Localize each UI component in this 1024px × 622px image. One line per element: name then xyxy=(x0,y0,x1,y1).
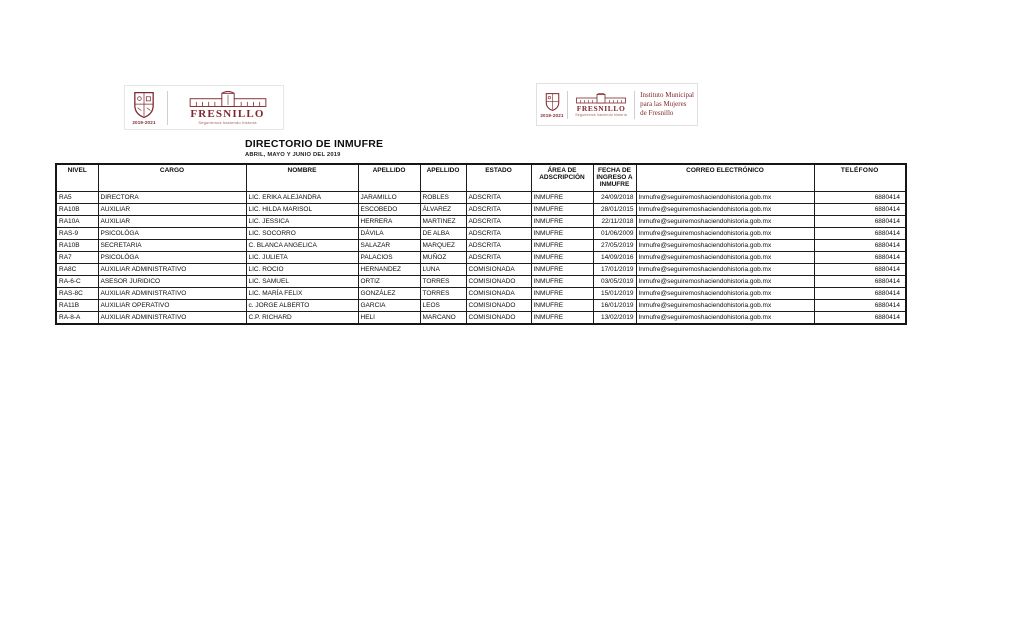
cell-cargo: AUXILIAR ADMINISTRATIVO xyxy=(98,264,246,276)
cell-apellido2: DE ALBA xyxy=(420,228,466,240)
cell-apellido1: GONZÁLEZ xyxy=(358,288,420,300)
logo-divider xyxy=(567,91,568,119)
cell-nombre: LIC. ERIKA ALEJANDRA xyxy=(246,192,358,204)
page-subtitle: ABRIL, MAYO Y JUNIO DEL 2019 xyxy=(245,152,341,158)
cell-apellido2: MUÑOZ xyxy=(420,252,466,264)
table-row xyxy=(56,216,906,228)
table-row xyxy=(56,312,906,325)
table-header-row xyxy=(56,164,906,192)
directory-table xyxy=(55,163,907,325)
cell-telefono: 6880414 xyxy=(814,252,906,264)
logo-divider xyxy=(167,91,168,125)
cell-correo: Inmufre@seguiremoshaciendohistoria.gob.mx xyxy=(636,252,814,264)
cell-area: INMUFRE xyxy=(531,216,593,228)
institute-name xyxy=(638,91,694,118)
cell-nombre: LIC. JULIETA xyxy=(246,252,358,264)
cell-apellido2: ÁLVAREZ xyxy=(420,204,466,216)
cell-nombre: C. BLANCA ANGELICA xyxy=(246,240,358,252)
cell-apellido1: GARCIA xyxy=(358,300,420,312)
cell-estado: COMISIONADA xyxy=(466,264,531,276)
cell-cargo: AUXILIAR ADMINISTRATIVO xyxy=(98,312,246,325)
cell-correo: Inmufre@seguiremoshaciendohistoria.gob.mx xyxy=(636,264,814,276)
cell-correo: Inmufre@seguiremoshaciendohistoria.gob.mx xyxy=(636,288,814,300)
cell-estado: COMISIONADO xyxy=(466,276,531,288)
cell-cargo: PSICOLÓGA xyxy=(98,252,246,264)
institute-logo-group-right xyxy=(536,83,698,126)
cell-nombre: LIC. HILDA MARISOL xyxy=(246,204,358,216)
cell-correo: Inmufre@seguiremoshaciendohistoria.gob.mx xyxy=(636,216,814,228)
cell-telefono: 6880414 xyxy=(814,204,906,216)
cell-area: INMUFRE xyxy=(531,240,593,252)
col-header-nivel: NIVEL xyxy=(56,164,98,192)
cell-estado: ADSCRITA xyxy=(466,240,531,252)
cell-estado: COMISIONADO xyxy=(466,312,531,325)
cell-apellido2: MARCANO xyxy=(420,312,466,325)
cell-correo: Inmufre@seguiremoshaciendohistoria.gob.mx xyxy=(636,312,814,325)
aqueduct-building-icon xyxy=(188,91,268,108)
cell-area: INMUFRE xyxy=(531,192,593,204)
col-header-apellido1: APELLIDO xyxy=(358,164,420,192)
cell-estado: ADSCRITA xyxy=(466,192,531,204)
cell-apellido1: SALAZAR xyxy=(358,240,420,252)
table-row xyxy=(56,252,906,264)
cell-nombre: LIC. SAMUEL xyxy=(246,276,358,288)
cell-nivel: RA-6-C xyxy=(56,276,98,288)
cell-nivel: RA10A xyxy=(56,216,98,228)
col-header-area: ÁREA DE ADSCRIPCIÓN xyxy=(531,164,593,192)
cell-fecha: 27/05/2019 xyxy=(593,240,636,252)
table-row xyxy=(56,288,906,300)
cell-area: INMUFRE xyxy=(531,312,593,325)
cell-area: INMUFRE xyxy=(531,276,593,288)
aqueduct-building-icon xyxy=(576,93,626,104)
cell-area: INMUFRE xyxy=(531,300,593,312)
institute-name-line: para las Mujeres xyxy=(640,100,687,108)
cell-nombre: LIC. MARÍA FELIX xyxy=(246,288,358,300)
fresnillo-wordmark: FRESNILLO xyxy=(576,103,626,113)
cell-correo: Inmufre@seguiremoshaciendohistoria.gob.mx xyxy=(636,192,814,204)
fresnillo-tagline: Seguiremos haciendo historia xyxy=(198,119,257,125)
cell-apellido1: JARAMILLO xyxy=(358,192,420,204)
col-header-nombre: NOMBRE xyxy=(246,164,358,192)
cell-correo: Inmufre@seguiremoshaciendohistoria.gob.mx xyxy=(636,240,814,252)
cell-telefono: 6880414 xyxy=(814,216,906,228)
cell-nivel: RA-8-A xyxy=(56,312,98,325)
cell-fecha: 28/01/2015 xyxy=(593,204,636,216)
cell-telefono: 6880414 xyxy=(814,300,906,312)
cell-telefono: 6880414 xyxy=(814,288,906,300)
cell-apellido2: MARTINEZ xyxy=(420,216,466,228)
cell-cargo: ASESOR JURIDICO xyxy=(98,276,246,288)
fresnillo-logo-left xyxy=(172,91,283,125)
cell-nivel: RA10B xyxy=(56,240,98,252)
fresnillo-logo-right xyxy=(571,93,631,117)
cell-apellido2: LUNA xyxy=(420,264,466,276)
cell-apellido2: ROBLES xyxy=(420,192,466,204)
municipality-logo-group-left xyxy=(124,85,284,130)
table-row xyxy=(56,264,906,276)
table-row xyxy=(56,240,906,252)
fresnillo-wordmark: FRESNILLO xyxy=(190,107,265,120)
logo-divider xyxy=(634,91,635,119)
cell-area: INMUFRE xyxy=(531,252,593,264)
institute-name-line: de Fresnillo xyxy=(640,109,674,117)
cell-nivel: RAS-9 xyxy=(56,228,98,240)
table-body xyxy=(56,192,906,325)
coat-of-arms-right xyxy=(540,92,564,118)
cell-fecha: 15/01/2019 xyxy=(593,288,636,300)
cell-telefono: 6880414 xyxy=(814,240,906,252)
fresnillo-tagline: Seguiremos haciendo historia xyxy=(575,112,627,117)
shield-caption: 2019-2021 xyxy=(540,112,564,118)
cell-nombre: LIC. JESSICA xyxy=(246,216,358,228)
cell-cargo: AUXILIAR OPERATIVO xyxy=(98,300,246,312)
table-row xyxy=(56,228,906,240)
cell-telefono: 6880414 xyxy=(814,228,906,240)
table-row xyxy=(56,276,906,288)
cell-nivel: RA10B xyxy=(56,204,98,216)
cell-nombre: c. JORGE ALBERTO xyxy=(246,300,358,312)
cell-fecha: 22/11/2018 xyxy=(593,216,636,228)
table-row xyxy=(56,300,906,312)
table-row xyxy=(56,204,906,216)
cell-nombre: LIC. ROCIO xyxy=(246,264,358,276)
col-header-telefono: TELÉFONO xyxy=(814,164,906,192)
cell-apellido1: ESCOBEDO xyxy=(358,204,420,216)
cell-telefono: 6880414 xyxy=(814,192,906,204)
col-header-correo: CORREO ELECTRÓNICO xyxy=(636,164,814,192)
cell-correo: Inmufre@seguiremoshaciendohistoria.gob.mx xyxy=(636,228,814,240)
coat-of-arms-left xyxy=(125,91,163,125)
cell-telefono: 6880414 xyxy=(814,264,906,276)
cell-apellido1: ORTIZ xyxy=(358,276,420,288)
cell-fecha: 16/01/2019 xyxy=(593,300,636,312)
cell-area: INMUFRE xyxy=(531,204,593,216)
cell-cargo: AUXILIAR ADMINISTRATIVO xyxy=(98,288,246,300)
cell-fecha: 14/09/2016 xyxy=(593,252,636,264)
cell-nombre: C.P. RICHARD xyxy=(246,312,358,325)
cell-cargo: AUXILIAR xyxy=(98,204,246,216)
cell-cargo: DIRECTORA xyxy=(98,192,246,204)
cell-nivel: RAS-8C xyxy=(56,288,98,300)
cell-fecha: 13/02/2019 xyxy=(593,312,636,325)
cell-apellido1: DÁVILA xyxy=(358,228,420,240)
cell-estado: ADSCRITA xyxy=(466,252,531,264)
cell-nivel: RA8C xyxy=(56,264,98,276)
cell-estado: ADSCRITA xyxy=(466,204,531,216)
shield-caption: 2019-2021 xyxy=(132,119,156,125)
cell-fecha: 17/01/2019 xyxy=(593,264,636,276)
col-header-cargo: CARGO xyxy=(98,164,246,192)
cell-apellido1: HELI xyxy=(358,312,420,325)
cell-telefono: 6880414 xyxy=(814,276,906,288)
cell-nombre: LIC. SOCORRO xyxy=(246,228,358,240)
cell-apellido1: PALACIOS xyxy=(358,252,420,264)
shield-icon xyxy=(133,91,155,119)
cell-correo: Inmufre@seguiremoshaciendohistoria.gob.mx xyxy=(636,204,814,216)
col-header-estado: ESTADO xyxy=(466,164,531,192)
cell-cargo: PSICOLÓGA xyxy=(98,228,246,240)
cell-apellido1: HERRERA xyxy=(358,216,420,228)
cell-area: INMUFRE xyxy=(531,228,593,240)
cell-apellido2: TORRES xyxy=(420,276,466,288)
cell-apellido2: TORRES xyxy=(420,288,466,300)
col-header-apellido2: APELLIDO xyxy=(420,164,466,192)
page-title: DIRECTORIO DE INMUFRE xyxy=(245,138,384,150)
cell-fecha: 01/06/2009 xyxy=(593,228,636,240)
cell-estado: COMISIONADA xyxy=(466,288,531,300)
cell-correo: Inmufre@seguiremoshaciendohistoria.gob.mx xyxy=(636,276,814,288)
institute-name-line: Instituto Municipal xyxy=(640,91,694,99)
cell-apellido2: LEOS xyxy=(420,300,466,312)
cell-area: INMUFRE xyxy=(531,264,593,276)
cell-estado: ADSCRITA xyxy=(466,228,531,240)
cell-estado: ADSCRITA xyxy=(466,216,531,228)
shield-icon xyxy=(545,92,560,112)
cell-estado: COMISIONADO xyxy=(466,300,531,312)
col-header-fecha: FECHA DE INGRESO A INMUFRE xyxy=(593,164,636,192)
cell-telefono: 6880414 xyxy=(814,312,906,325)
cell-cargo: AUXILIAR xyxy=(98,216,246,228)
cell-nivel: RA7 xyxy=(56,252,98,264)
table-row xyxy=(56,192,906,204)
cell-area: INMUFRE xyxy=(531,288,593,300)
cell-apellido1: HERNANDEZ xyxy=(358,264,420,276)
cell-fecha: 24/09/2018 xyxy=(593,192,636,204)
cell-nivel: RA5 xyxy=(56,192,98,204)
cell-nivel: RA11B xyxy=(56,300,98,312)
cell-apellido2: MARQUEZ xyxy=(420,240,466,252)
cell-correo: Inmufre@seguiremoshaciendohistoria.gob.mx xyxy=(636,300,814,312)
cell-cargo: SECRETARIA xyxy=(98,240,246,252)
cell-fecha: 03/05/2019 xyxy=(593,276,636,288)
